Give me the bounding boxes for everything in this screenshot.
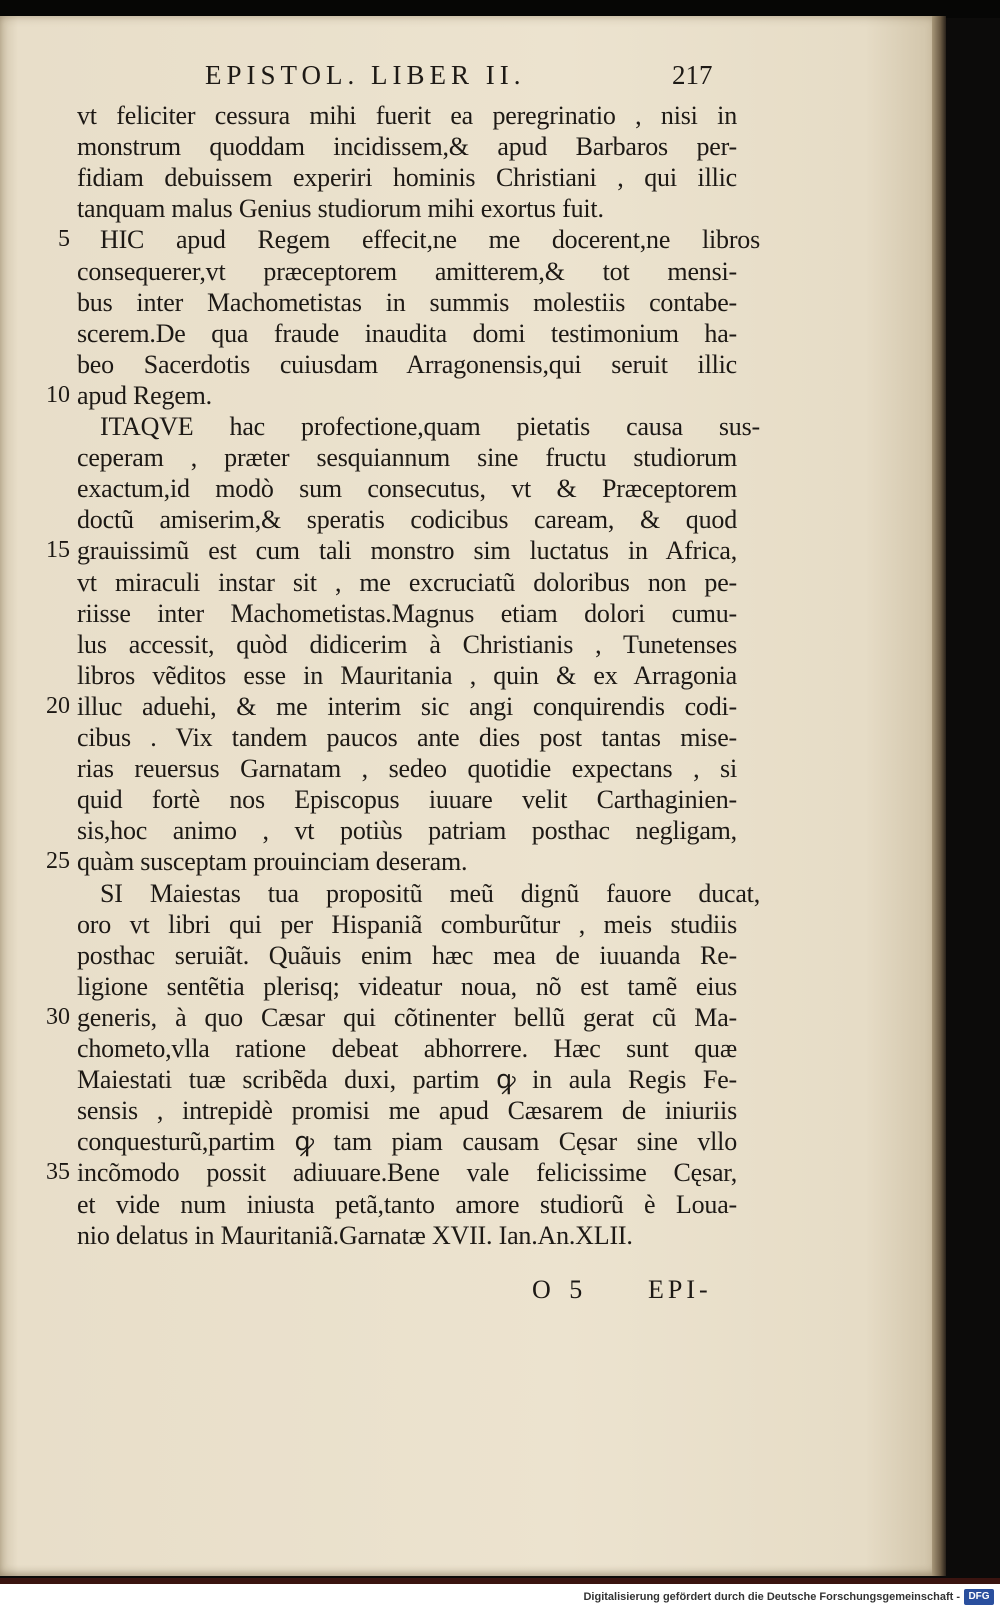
line-number: 30 xyxy=(46,1004,70,1030)
text-line: nio delatus in Mauritaniã.Garnatæ XVII. Ian.An.XLII. xyxy=(77,1221,633,1250)
dfg-logo: DFG xyxy=(964,1589,994,1605)
line-number: 5 xyxy=(58,226,70,252)
text-line: apud Regem. xyxy=(77,381,212,410)
text-line: scerem.De qua fraude inaudita domi testimonium ha- xyxy=(77,319,737,348)
text-line: et vide num iniusta petã,tanto amore studiorũ è Loua- xyxy=(77,1190,737,1219)
text-line: cibus . Vix tandem paucos ante dies post tantas mise- xyxy=(77,723,737,752)
text-line: fidiam debuissem experiri hominis Christiani , qui illic xyxy=(77,163,737,192)
line-number: 10 xyxy=(46,382,70,408)
text-line: consequerer,vt præceptorem amitterem,& tot mensi- xyxy=(77,257,737,286)
text-line: beo Sacerdotis cuiusdam Arragonensis,qui seruit illic xyxy=(77,350,737,379)
signature-line xyxy=(0,1275,940,1309)
line-number: 15 xyxy=(46,537,70,563)
text-line: tanquam malus Genius studiorum mihi exortus fuit. xyxy=(77,194,604,223)
funding-credit: Digitalisierung gefördert durch die Deutsche Forschungsgemeinschaft - xyxy=(583,1591,960,1603)
text-line: rias reuersus Garnatam , sedeo quotidie expectans , si xyxy=(77,754,737,783)
text-line: conquesturũ,partim ꝙ tam piam causam Cęsar sine vllo xyxy=(77,1127,737,1156)
running-title: EPISTOL. LIBER II. xyxy=(205,60,526,90)
text-line: monstrum quoddam incidissem,& apud Barbaros per- xyxy=(77,132,737,161)
text-line: illuc aduehi, & me interim sic angi conquirendis codi- xyxy=(77,692,737,721)
text-line: ligione sentẽtia plerisq; videatur noua, nõ est tamẽ eius xyxy=(77,972,737,1001)
text-line: oro vt libri qui per Hispaniã comburũtur , meis studiis xyxy=(77,910,737,939)
text-line: lus accessit, quòd didicerim à Christianis , Tunetenses xyxy=(77,630,737,659)
text-line: incõmodo possit adiuuare.Bene vale felicissime Cęsar, xyxy=(77,1158,737,1187)
text-line: doctũ amiserim,& speratis codicibus caream, & quod xyxy=(77,505,737,534)
text-line: vt miraculi instar sit , me excruciatũ doloribus non pe- xyxy=(77,568,737,597)
text-line: chometo,vlla ratione debeat abhorrere. Hæc sunt quæ xyxy=(77,1034,737,1063)
text-line: sis,hoc animo , vt potiùs patriam posthac negligam, xyxy=(77,816,737,845)
text-line: ceperam , præter sesquiannum sine fructu studiorum xyxy=(77,443,737,472)
text-line: quàm susceptam prouinciam deseram. xyxy=(77,847,468,876)
text-line: SI Maiestas tua propositũ meũ dignũ fauore ducat, xyxy=(100,879,760,908)
catchword: EPI- xyxy=(648,1275,712,1304)
text-line: grauissimũ est cum tali monstro sim luctatus in Africa, xyxy=(77,536,737,565)
line-number: 25 xyxy=(46,848,70,874)
line-number: 20 xyxy=(46,693,70,719)
text-line: bus inter Machometistas in summis molestiis contabe- xyxy=(77,288,737,317)
page-header xyxy=(0,60,940,96)
text-line: exactum,id modò sum consecutus, vt & Præceptorem xyxy=(77,474,737,503)
text-line: HIC apud Regem effecit,ne me docerent,ne libros xyxy=(100,225,760,254)
page-edge-shadow xyxy=(932,16,946,1576)
footer-bar xyxy=(0,1584,1000,1613)
line-number: 35 xyxy=(46,1159,70,1185)
text-line: vt feliciter cessura mihi fuerit ea peregrinatio , nisi in xyxy=(77,101,737,130)
text-line: Maiestati tuæ scribẽda duxi, partim ꝙ in aula Regis Fe- xyxy=(77,1065,737,1094)
folio-number: 217 xyxy=(672,60,713,90)
text-line: ITAQVE hac profectione,quam pietatis causa sus- xyxy=(100,412,760,441)
text-line: posthac seruiãt. Quãuis enim hæc mea de iuuanda Re- xyxy=(77,941,737,970)
text-line: quid fortè nos Episcopus iuuare velit Carthaginien- xyxy=(77,785,737,814)
text-line: sensis , intrepidè promisi me apud Cæsarem de iniuriis xyxy=(77,1096,737,1125)
text-line: libros vẽditos esse in Mauritania , quin & ex Arragonia xyxy=(77,661,737,690)
text-line: generis, à quo Cæsar qui cõtinenter bellũ gerat cũ Ma- xyxy=(77,1003,737,1032)
signature-mark: O 5 xyxy=(532,1275,589,1304)
text-line: riisse inter Machometistas.Magnus etiam dolori cumu- xyxy=(77,599,737,628)
